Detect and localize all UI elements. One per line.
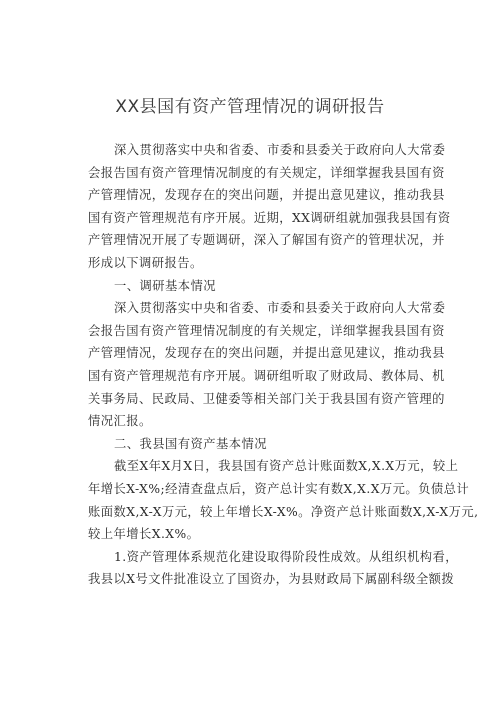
text-line: 深入贯彻落实中央和省委、市委和县委关于政府向人大常委: [114, 301, 446, 316]
text-line: 我县以X号文件批准设立了国资办，为县财政局下属副科级全额拨: [88, 572, 455, 587]
text-line: 产管理情况，发现存在的突出问题，并提出意见建议，推动我县: [88, 188, 445, 203]
text-line: 形成以下调研报告。: [88, 255, 203, 270]
text-line: 较上年增长X.X%。: [88, 527, 200, 542]
document-title: XX县国有资产管理情况的调研报告: [115, 97, 385, 117]
text-line: 国有资产管理规范有序开展。调研组听取了财政局、教体局、机: [88, 368, 445, 383]
text-line: 截至X年X月X日，我县国有资产总计账面数X,X.X万元，较上: [114, 459, 459, 474]
text-line: 国有资产管理规范有序开展。近期，XX调研组就加强我县国有资: [88, 210, 451, 225]
text-line: 会报告国有资产管理情况制度的有关规定，详细掌握我县国有资: [88, 165, 445, 180]
text-line: 一、调研基本情况: [114, 278, 216, 293]
text-line: 账面数X,X-X万元，较上年增长X-X%。净资产总计账面数X,X-X万元,: [88, 504, 479, 519]
text-line: 会报告国有资产管理情况制度的有关规定，详细掌握我县国有资: [88, 323, 445, 338]
text-line: 1.资产管理体系规范化建设取得阶段性成效。从组织机构看，: [114, 549, 459, 564]
text-line: 年增长X-X%;经清查盘点后，资产总计实有数X,X.X万元。负债总计: [88, 481, 470, 496]
text-line: 关事务局、民政局、卫健委等相关部门关于我县国有资产管理的: [88, 391, 445, 406]
text-line: 深入贯彻落实中央和省委、市委和县委关于政府向人大常委: [114, 143, 446, 157]
text-line: 情况汇报。: [88, 414, 152, 429]
text-line: 产管理情况，发现存在的突出问题，并提出意见建议，推动我县: [88, 346, 445, 361]
text-line: 产管理情况开展了专题调研，深入了解国有资产的管理状况，并: [88, 233, 445, 248]
text-line: 二、我县国有资产基本情况: [114, 436, 267, 451]
document-body: [88, 139, 479, 591]
